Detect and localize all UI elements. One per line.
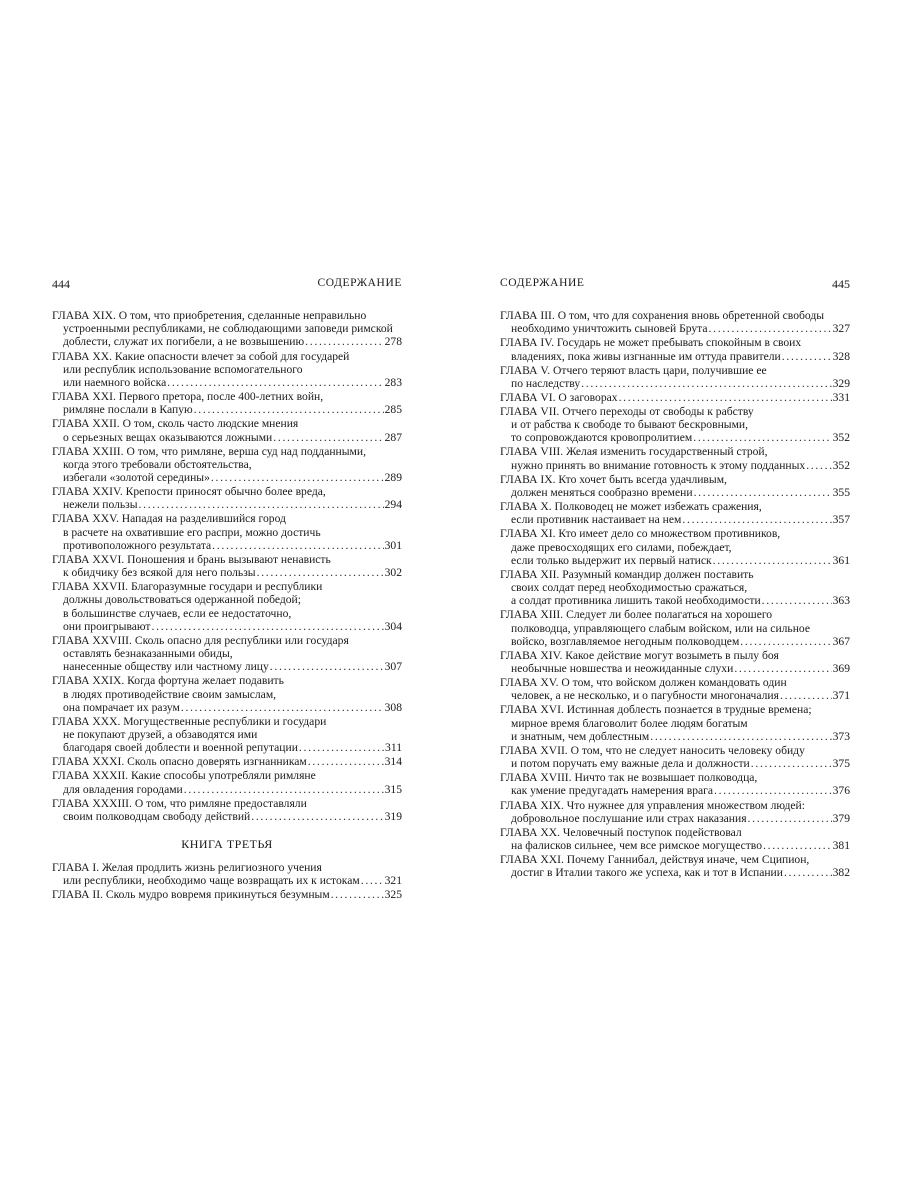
toc-list: [52, 861, 402, 902]
toc-entry: [500, 527, 850, 567]
toc-list: [52, 309, 402, 823]
toc-page-number: 301: [384, 538, 402, 552]
toc-page-number: 294: [384, 498, 402, 512]
toc-entry: [500, 473, 850, 499]
toc-entry-last-line: [500, 635, 850, 648]
toc-page-number: 352: [832, 458, 850, 472]
toc-entry-line: ГЛАВА XXI. Почему Ганнибал, действуя иначе, чем Сципион,: [500, 853, 810, 867]
dot-leader: [650, 730, 831, 743]
toc-page-number: 287: [384, 430, 402, 444]
toc-entry-line: ГЛАВА XXVIII. Сколь опасно для республики или государя: [52, 633, 349, 647]
toc-entry: [500, 771, 850, 797]
toc-page-number: 373: [832, 729, 850, 743]
toc-entry-line: ГЛАВА XXXI. Сколь опасно доверять изгнанникам: [52, 755, 307, 769]
toc-entry-line: ГЛАВА XVI. Истинная доблесть познается в трудные времена;: [500, 703, 812, 717]
toc-entry-last-line: [52, 403, 402, 416]
toc-page-number: 308: [384, 700, 402, 714]
dot-leader: [780, 689, 832, 702]
toc-entry-line: к обидчику без всякой для него пользы: [63, 566, 256, 580]
dot-leader: [139, 498, 384, 511]
toc-page-number: 329: [832, 376, 850, 390]
toc-entry-line: для овладения городами: [63, 782, 183, 796]
toc-page-number: 361: [832, 553, 850, 567]
toc-entry: [52, 769, 402, 795]
toc-entry-line: в людях противодействие своим замыслам,: [63, 687, 277, 701]
dot-leader: [740, 635, 831, 648]
toc-entry-line: доблести, служат их погибели, а не возвышению: [63, 335, 305, 349]
toc-entry: [52, 417, 402, 443]
dot-leader: [713, 554, 832, 567]
toc-entry-line: ГЛАВА II. Сколь мудро вовремя прикинуться безумным: [52, 888, 330, 902]
dot-leader: [751, 757, 832, 770]
toc-entry: [52, 715, 402, 755]
dot-leader: [211, 471, 384, 484]
toc-entry-line: ГЛАВА XIII. Следует ли более полагаться на хорошего: [500, 608, 773, 622]
toc-entry: [500, 445, 850, 471]
toc-entry-last-line: [500, 866, 850, 879]
toc-entry-line: благодаря своей доблести и военной репутации: [63, 741, 298, 755]
dot-leader: [305, 335, 383, 348]
toc-entry-line: владениях, пока живы изгнанные им оттуда правители: [511, 349, 781, 363]
toc-entry-last-line: [500, 459, 850, 472]
toc-entry-line: оставлять безнаказанными обиды,: [63, 647, 233, 661]
section-heading: КНИГА ТРЕТЬЯ: [181, 837, 273, 852]
toc-entry: [52, 888, 402, 901]
toc-entry-line: устроенными республиками, не соблюдающими заповеди римской: [63, 322, 393, 336]
toc-entry-line: противоположного результата: [63, 538, 212, 552]
dot-leader: [581, 377, 831, 390]
dot-leader: [251, 810, 383, 823]
toc-page-number: 311: [385, 741, 402, 755]
toc-entry-line: ГЛАВА XII. Разумный командир должен поставить: [500, 567, 754, 581]
toc-entry-line: ГЛАВА XIX. О том, что приобретения, сделанные неправильно: [52, 309, 367, 322]
toc-entry: [52, 485, 402, 511]
dot-leader: [619, 391, 832, 404]
toc-entry-last-line: [52, 783, 402, 796]
toc-page-number: 315: [384, 782, 402, 796]
toc-entry-line: необходимо уничтожить сыновей Брута: [511, 322, 708, 336]
toc-entry-line: нежели пользы: [63, 498, 138, 512]
toc-entry: [500, 608, 850, 648]
dot-leader: [184, 783, 384, 796]
toc-entry-line: ГЛАВА XX. Какие опасности влечет за собой для государей: [52, 349, 350, 363]
toc-entry-line: и потом поручать ему важные дела и должности: [511, 757, 750, 771]
toc-page-number: 302: [384, 566, 402, 580]
toc-page-number: 363: [832, 594, 850, 608]
dot-leader: [734, 662, 831, 675]
dot-leader: [194, 403, 384, 416]
toc-entry-line: должен меняться сообразно времени: [511, 485, 693, 499]
right-page: [500, 277, 850, 880]
toc-entry-line: ГЛАВА X. Полководец не может избежать сражения,: [500, 500, 762, 514]
toc-entry-line: по наследству: [511, 376, 581, 390]
toc-entry: [52, 634, 402, 674]
toc-entry-line: ГЛАВА XXX. Могущественные республики и государи: [52, 714, 327, 728]
dot-leader: [273, 431, 383, 444]
toc-entry-line: в большинстве случаев, если ее недостаточно,: [63, 606, 292, 620]
toc-entry-line: избегали «золотой середины»: [63, 471, 210, 484]
toc-page-number: 321: [384, 874, 402, 888]
toc-entry: [52, 861, 402, 887]
toc-entry-last-line: [52, 755, 402, 768]
toc-entry: [52, 309, 402, 349]
toc-entry: [500, 649, 850, 675]
toc-page-number: 367: [832, 634, 850, 648]
toc-entry-last-line: [500, 486, 850, 499]
toc-entry-last-line: [500, 839, 850, 852]
toc-entry: [500, 309, 850, 335]
toc-entry-line: и от рабства к свободе то бывают бескровными,: [511, 418, 749, 432]
toc-page-number: 283: [384, 375, 402, 389]
toc-page-number: 376: [832, 784, 850, 798]
toc-page-number: 327: [832, 322, 850, 336]
toc-page-number: 381: [832, 839, 850, 853]
toc-entry-last-line: [500, 662, 850, 675]
toc-page-number: 285: [384, 403, 402, 417]
page-number: 445: [832, 277, 850, 291]
toc-entry-last-line: [500, 730, 850, 743]
toc-entry: [500, 853, 850, 879]
toc-entry-last-line: [500, 689, 850, 702]
dot-leader: [748, 812, 832, 825]
dot-leader: [763, 839, 832, 852]
toc-entry-line: своим полководцам свободу действий: [63, 809, 251, 823]
toc-entry-line: ГЛАВА XXVII. Благоразумные государи и республики: [52, 580, 323, 594]
toc-entry-line: должны довольствоваться одержанной победой;: [63, 593, 301, 607]
toc-page-number: 278: [384, 335, 402, 349]
left-page: [52, 277, 402, 903]
dot-leader: [806, 459, 831, 472]
toc-entry-line: ГЛАВА XXI. Первого претора, после 400-летних войн,: [52, 390, 324, 403]
toc-entry: [500, 676, 850, 702]
toc-entry-last-line: [500, 757, 850, 770]
toc-entry-line: ГЛАВА XXXII. Какие способы употребляли римляне: [52, 769, 316, 783]
toc-entry-line: достиг в Италии такого же успеха, как и тот в Испании: [511, 866, 783, 880]
dot-leader: [181, 701, 384, 714]
toc-entry: [500, 500, 850, 526]
toc-page-number: 289: [384, 471, 402, 484]
dot-leader: [361, 874, 384, 887]
toc-entry: [52, 553, 402, 579]
toc-entry: [500, 799, 850, 825]
toc-entry-line: ГЛАВА XXII. О том, сколь часто людские мнения: [52, 417, 299, 431]
toc-entry: [500, 364, 850, 390]
running-head: [52, 277, 402, 293]
dot-leader: [784, 866, 832, 879]
toc-entry: [52, 512, 402, 552]
toc-entry: [500, 826, 850, 852]
toc-entry-last-line: [52, 471, 402, 484]
dot-leader: [257, 566, 384, 579]
toc-entry-line: мирное время благоволит более людям богатым: [511, 716, 748, 730]
toc-entry: [52, 580, 402, 633]
dot-leader: [762, 594, 832, 607]
toc-page-number: 382: [832, 866, 850, 880]
toc-entry-line: ГЛАВА XVIII. Ничто так не возвышает полководца,: [500, 771, 758, 785]
toc-entry-last-line: [52, 810, 402, 823]
toc-entry-line: ГЛАВА IX. Кто хочет быть всегда удачливым,: [500, 472, 727, 486]
dot-leader: [270, 660, 384, 673]
dot-leader: [308, 755, 384, 768]
toc-entry: [52, 445, 402, 485]
toc-entry-last-line: [500, 784, 850, 797]
toc-entry-line: войско, возглавляемое негодным полководцем: [511, 634, 740, 648]
dot-leader: [714, 784, 832, 797]
toc-entry-line: о серьезных вещах оказываются ложными: [63, 430, 273, 444]
dot-leader: [709, 322, 832, 335]
toc-page-number: 369: [832, 662, 850, 676]
toc-entry-line: то сопровождаются кровопролитием: [511, 431, 693, 445]
toc-entry-last-line: [52, 498, 402, 511]
toc-page-number: 371: [832, 689, 850, 703]
toc-entry-line: ГЛАВА VIII. Желая изменить государственный строй,: [500, 445, 768, 459]
toc-entry-last-line: [52, 620, 402, 633]
toc-entry-last-line: [500, 350, 850, 363]
toc-entry-line: или республик использование вспомогательного: [63, 362, 303, 376]
toc-entry-last-line: [500, 377, 850, 390]
toc-entry-line: ГЛАВА XXXIII. О том, что римляне предоставляли: [52, 796, 307, 810]
toc-entry-line: ГЛАВА XIX. Что нужнее для управления множеством людей:: [500, 798, 805, 812]
toc-entry-line: ГЛАВА XXV. Нападая на разделившийся город: [52, 512, 286, 526]
toc-entry: [500, 744, 850, 770]
toc-entry-line: ГЛАВА XIV. Какое действие могут возыметь в пылу боя: [500, 648, 779, 662]
toc-entry: [52, 390, 402, 416]
toc-entry-last-line: [52, 888, 402, 901]
toc-entry: [52, 755, 402, 768]
toc-entry-last-line: [52, 701, 402, 714]
toc-entry-line: даже превосходящих его силами, побеждает,: [511, 540, 732, 554]
toc-entry-last-line: [52, 660, 402, 673]
page-number: 444: [52, 277, 70, 291]
toc-entry-line: ГЛАВА VII. Отчего переходы от свободы к рабству: [500, 404, 754, 418]
toc-entry-line: нужно принять во внимание готовность к этому подданных: [511, 458, 806, 472]
toc-entry-line: ГЛАВА XX. Человечный поступок подействовал: [500, 825, 742, 839]
toc-entry-line: ГЛАВА XVII. О том, что не следует наносить человеку обиду: [500, 743, 805, 757]
toc-entry-line: в расчете на охватившие его распри, можно достичь: [63, 525, 321, 539]
dot-leader: [152, 620, 384, 633]
toc-page-number: 331: [832, 390, 850, 404]
toc-entry-last-line: [500, 594, 850, 607]
toc-entry-line: ГЛАВА V. Отчего теряют власть цари, получившие ее: [500, 363, 767, 377]
toc-entry-line: нанесенные обществу или частному лицу: [63, 660, 269, 674]
toc-page-number: 352: [832, 431, 850, 445]
running-head: [500, 277, 850, 293]
toc-page-number: 357: [832, 513, 850, 527]
toc-entry-line: или наемного войска: [63, 375, 167, 389]
toc-entry: [500, 336, 850, 362]
toc-entry-line: ГЛАВА XXIX. Когда фортуна желает подавить: [52, 674, 284, 688]
toc-entry-line: а солдат противника лишить такой необходимости: [511, 594, 761, 608]
toc-entry-line: ГЛАВА XXIII. О том, что римляне, верша суд над подданными,: [52, 444, 366, 458]
toc-entry-line: на фалисков сильнее, чем все римское могущество: [511, 839, 762, 853]
dot-leader: [331, 888, 384, 901]
toc-entry: [52, 797, 402, 823]
toc-entry-line: когда этого требовали обстоятельства,: [63, 457, 252, 471]
dot-leader: [682, 513, 831, 526]
toc-list: [500, 309, 850, 880]
toc-entry-last-line: [52, 539, 402, 552]
toc-entry-line: добровольное послушание или страх наказания: [511, 811, 747, 825]
toc-entry-line: ГЛАВА I. Желая продлить жизнь религиозного учения: [52, 861, 322, 875]
toc-page-number: 314: [384, 755, 402, 769]
toc-entry-line: ГЛАВА XV. О том, что войском должен командовать один: [500, 676, 787, 690]
toc-entry-line: человек, а не несколько, и о пагубности многоначалия: [511, 689, 779, 703]
toc-entry-line: она помрачает их разум: [63, 700, 180, 714]
toc-entry-last-line: [500, 322, 850, 335]
toc-page-number: 379: [832, 811, 850, 825]
toc-page-number: 355: [832, 485, 850, 499]
toc-page-number: 304: [384, 619, 402, 633]
toc-page-number: 325: [384, 888, 402, 902]
toc-entry-line: они проигрывают: [63, 619, 151, 633]
toc-entry-last-line: [500, 391, 850, 404]
toc-entry-line: или республики, необходимо чаще возвращать их к истокам: [63, 874, 360, 888]
toc-page-number: 307: [384, 660, 402, 674]
toc-page-number: 375: [832, 757, 850, 771]
dot-leader: [693, 431, 831, 444]
toc-entry-line: и знатным, чем доблестным: [511, 729, 650, 743]
toc-entry-last-line: [52, 741, 402, 754]
toc-entry-line: если только выдержит их первый натиск: [511, 553, 712, 567]
dot-leader: [212, 539, 383, 552]
toc-entry-last-line: [52, 431, 402, 444]
toc-entry-line: как умение предугадать намерения врага: [511, 784, 714, 798]
toc-entry-line: ГЛАВА XXVI. Поношения и брань вызывают ненависть: [52, 552, 331, 566]
dot-leader: [299, 741, 384, 754]
toc-entry-line: римляне послали в Капую: [63, 403, 193, 417]
toc-entry-last-line: [500, 812, 850, 825]
toc-entry: [500, 391, 850, 404]
running-title: СОДЕРЖАНИЕ: [317, 277, 402, 289]
toc-entry-line: необычные новшества и неожиданные слухи: [511, 662, 734, 676]
dot-leader: [782, 350, 832, 363]
toc-entry-line: полководца, управляющего слабым войском, или на сильное: [511, 621, 811, 635]
toc-page-number: 319: [384, 809, 402, 823]
toc-page-number: 328: [832, 349, 850, 363]
dot-leader: [694, 486, 832, 499]
toc-entry-last-line: [52, 874, 402, 887]
toc-entry-last-line: [52, 566, 402, 579]
toc-entry-line: ГЛАВА XI. Кто имеет дело со множеством противников,: [500, 527, 781, 541]
dot-leader: [167, 376, 383, 389]
toc-entry-last-line: [52, 335, 402, 348]
toc-entry-line: ГЛАВА XXIV. Крепости приносят обычно более вреда,: [52, 485, 326, 499]
toc-entry-last-line: [500, 431, 850, 444]
toc-entry: [52, 350, 402, 390]
toc-entry-line: своих солдат перед необходимостью сражаться,: [511, 581, 748, 595]
toc-entry-line: не покупают друзей, а обзаводятся ими: [63, 728, 258, 742]
running-title: СОДЕРЖАНИЕ: [500, 277, 585, 289]
toc-entry: [500, 703, 850, 743]
toc-entry-last-line: [500, 554, 850, 567]
toc-entry-line: ГЛАВА VI. О заговорах: [500, 390, 618, 404]
toc-entry: [500, 405, 850, 445]
toc-entry-line: ГЛАВА IV. Государь не может пребывать спокойным в своих: [500, 336, 802, 350]
toc-entry-last-line: [52, 376, 402, 389]
toc-entry: [500, 568, 850, 608]
toc-entry-last-line: [500, 513, 850, 526]
toc-entry-line: ГЛАВА III. О том, что для сохранения вновь обретенной свободы: [500, 309, 825, 322]
toc-entry-line: если противник настаивает на нем: [511, 513, 682, 527]
toc-entry: [52, 674, 402, 714]
